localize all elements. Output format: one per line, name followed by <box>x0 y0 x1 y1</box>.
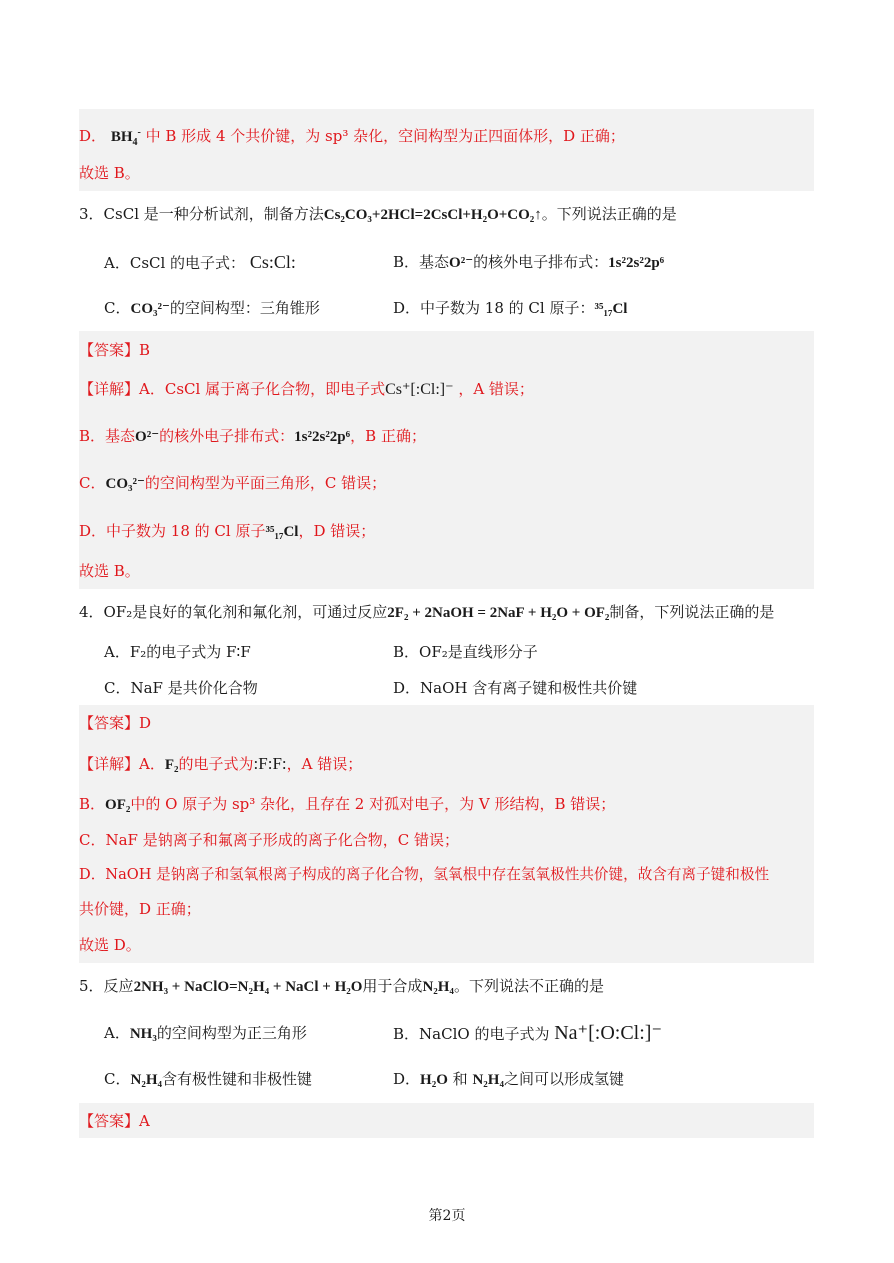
answer-block-5 <box>79 1103 814 1138</box>
q3-stem: 3．CsCl 是一种分析试剂，制备方法Cs₂CO₃+2HCl=2CsCl+H₂O+CO₂↑。下列说法正确的是 <box>79 205 677 223</box>
q5-answer: 【答案】A <box>79 1112 150 1130</box>
q5-stem: 5．反应2NH₃ + NaClO=N₂H₄ + NaCl + H₂O用于合成N₂H₄。下列说法不正确的是 <box>79 977 604 995</box>
q2-conclusion: 故选 B。 <box>79 164 140 182</box>
q3-detail-b: B．基态O²⁻的核外电子排布式：1s²2s²2p⁶，B 正确； <box>79 427 426 445</box>
q4-option-b: B．OF₂是直线形分子 <box>393 643 538 661</box>
q3-option-d: D．中子数为 18 的 Cl 原子：³⁵₁₇Cl <box>393 299 628 317</box>
q3-detail-c: C．CO₃²⁻的空间构型为平面三角形，C 错误； <box>79 474 387 492</box>
q3-conclusion: 故选 B。 <box>79 562 140 580</box>
q4-option-a: A．F₂的电子式为 F∶F <box>104 643 251 661</box>
q5-option-b: B．NaClO 的电子式为 Na⁺[:O:Cl:]⁻ <box>393 1022 662 1044</box>
electron-formula-naclo: Na⁺[:O:Cl:]⁻ <box>554 1022 662 1044</box>
q5-option-c: C．N₂H₄含有极性键和非极性键 <box>104 1070 312 1088</box>
q4-option-d: D．NaOH 含有离子键和极性共价键 <box>393 679 638 697</box>
q5-option-d: D．H₂O 和 N₂H₄之间可以形成氢键 <box>393 1070 624 1088</box>
q4-stem: 4．OF₂是良好的氧化剂和氟化剂，可通过反应2F₂ + 2NaOH = 2NaF + H₂O + OF₂制备，下列说法正确的是 <box>79 603 775 621</box>
q4-conclusion: 故选 D。 <box>79 936 141 954</box>
q4-detail-d-line1: D．NaOH 是钠离子和氢氧根离子构成的离子化合物，氢氧根中存在氢氧极性共价键，故含有离子键和极性 <box>79 866 770 883</box>
q4-detail-c: C．NaF 是钠离子和氟离子形成的离子化合物，C 错误； <box>79 831 459 849</box>
q2-detail-d: D． $BH_4^-$ 中 B 形成 4 个共价键，为 sp³ 杂化，空间构型为正四面体形，D 正确； <box>79 127 625 148</box>
solution-block-3 <box>79 331 814 589</box>
q4-detail-a: 【详解】A．F₂的电子式为:F:F:，A 错误； <box>79 754 363 773</box>
q3-detail-d: D．中子数为 18 的 Cl 原子³⁵₁₇Cl，D 错误； <box>79 522 376 540</box>
q4-option-c: C．NaF 是共价化合物 <box>104 679 258 697</box>
q4-detail-d-line2: 共价键，D 正确； <box>79 900 201 918</box>
page-number: 第2页 <box>428 1208 466 1224</box>
q4-detail-b: B．OF₂中的 O 原子为 sp³ 杂化，且存在 2 对孤对电子，为 V 形结构，B 错误； <box>79 795 616 813</box>
q4-answer: 【答案】D <box>79 714 152 732</box>
electron-formula-cscl: Cs:Cl: <box>249 252 296 272</box>
q3-option-b: B．基态O²⁻的核外电子排布式：1s²2s²2p⁶ <box>393 253 665 271</box>
q3-option-c: C．CO₃²⁻的空间构型：三角锥形 <box>104 299 320 317</box>
q3-option-a: A．CsCl 的电子式： Cs:Cl: <box>104 252 296 272</box>
q3-answer: 【答案】B <box>79 341 151 359</box>
electron-formula-f2: :F:F: <box>253 754 287 773</box>
q5-option-a: A．NH₃的空间构型为正三角形 <box>104 1024 307 1042</box>
q3-detail-a: 【详解】A．CsCl 属于离子化合物，即电子式Cs⁺[:Cl:]⁻ ，A 错误； <box>79 380 534 398</box>
electron-formula-cscl-ionic: Cs⁺[:Cl:]⁻ <box>385 381 454 398</box>
